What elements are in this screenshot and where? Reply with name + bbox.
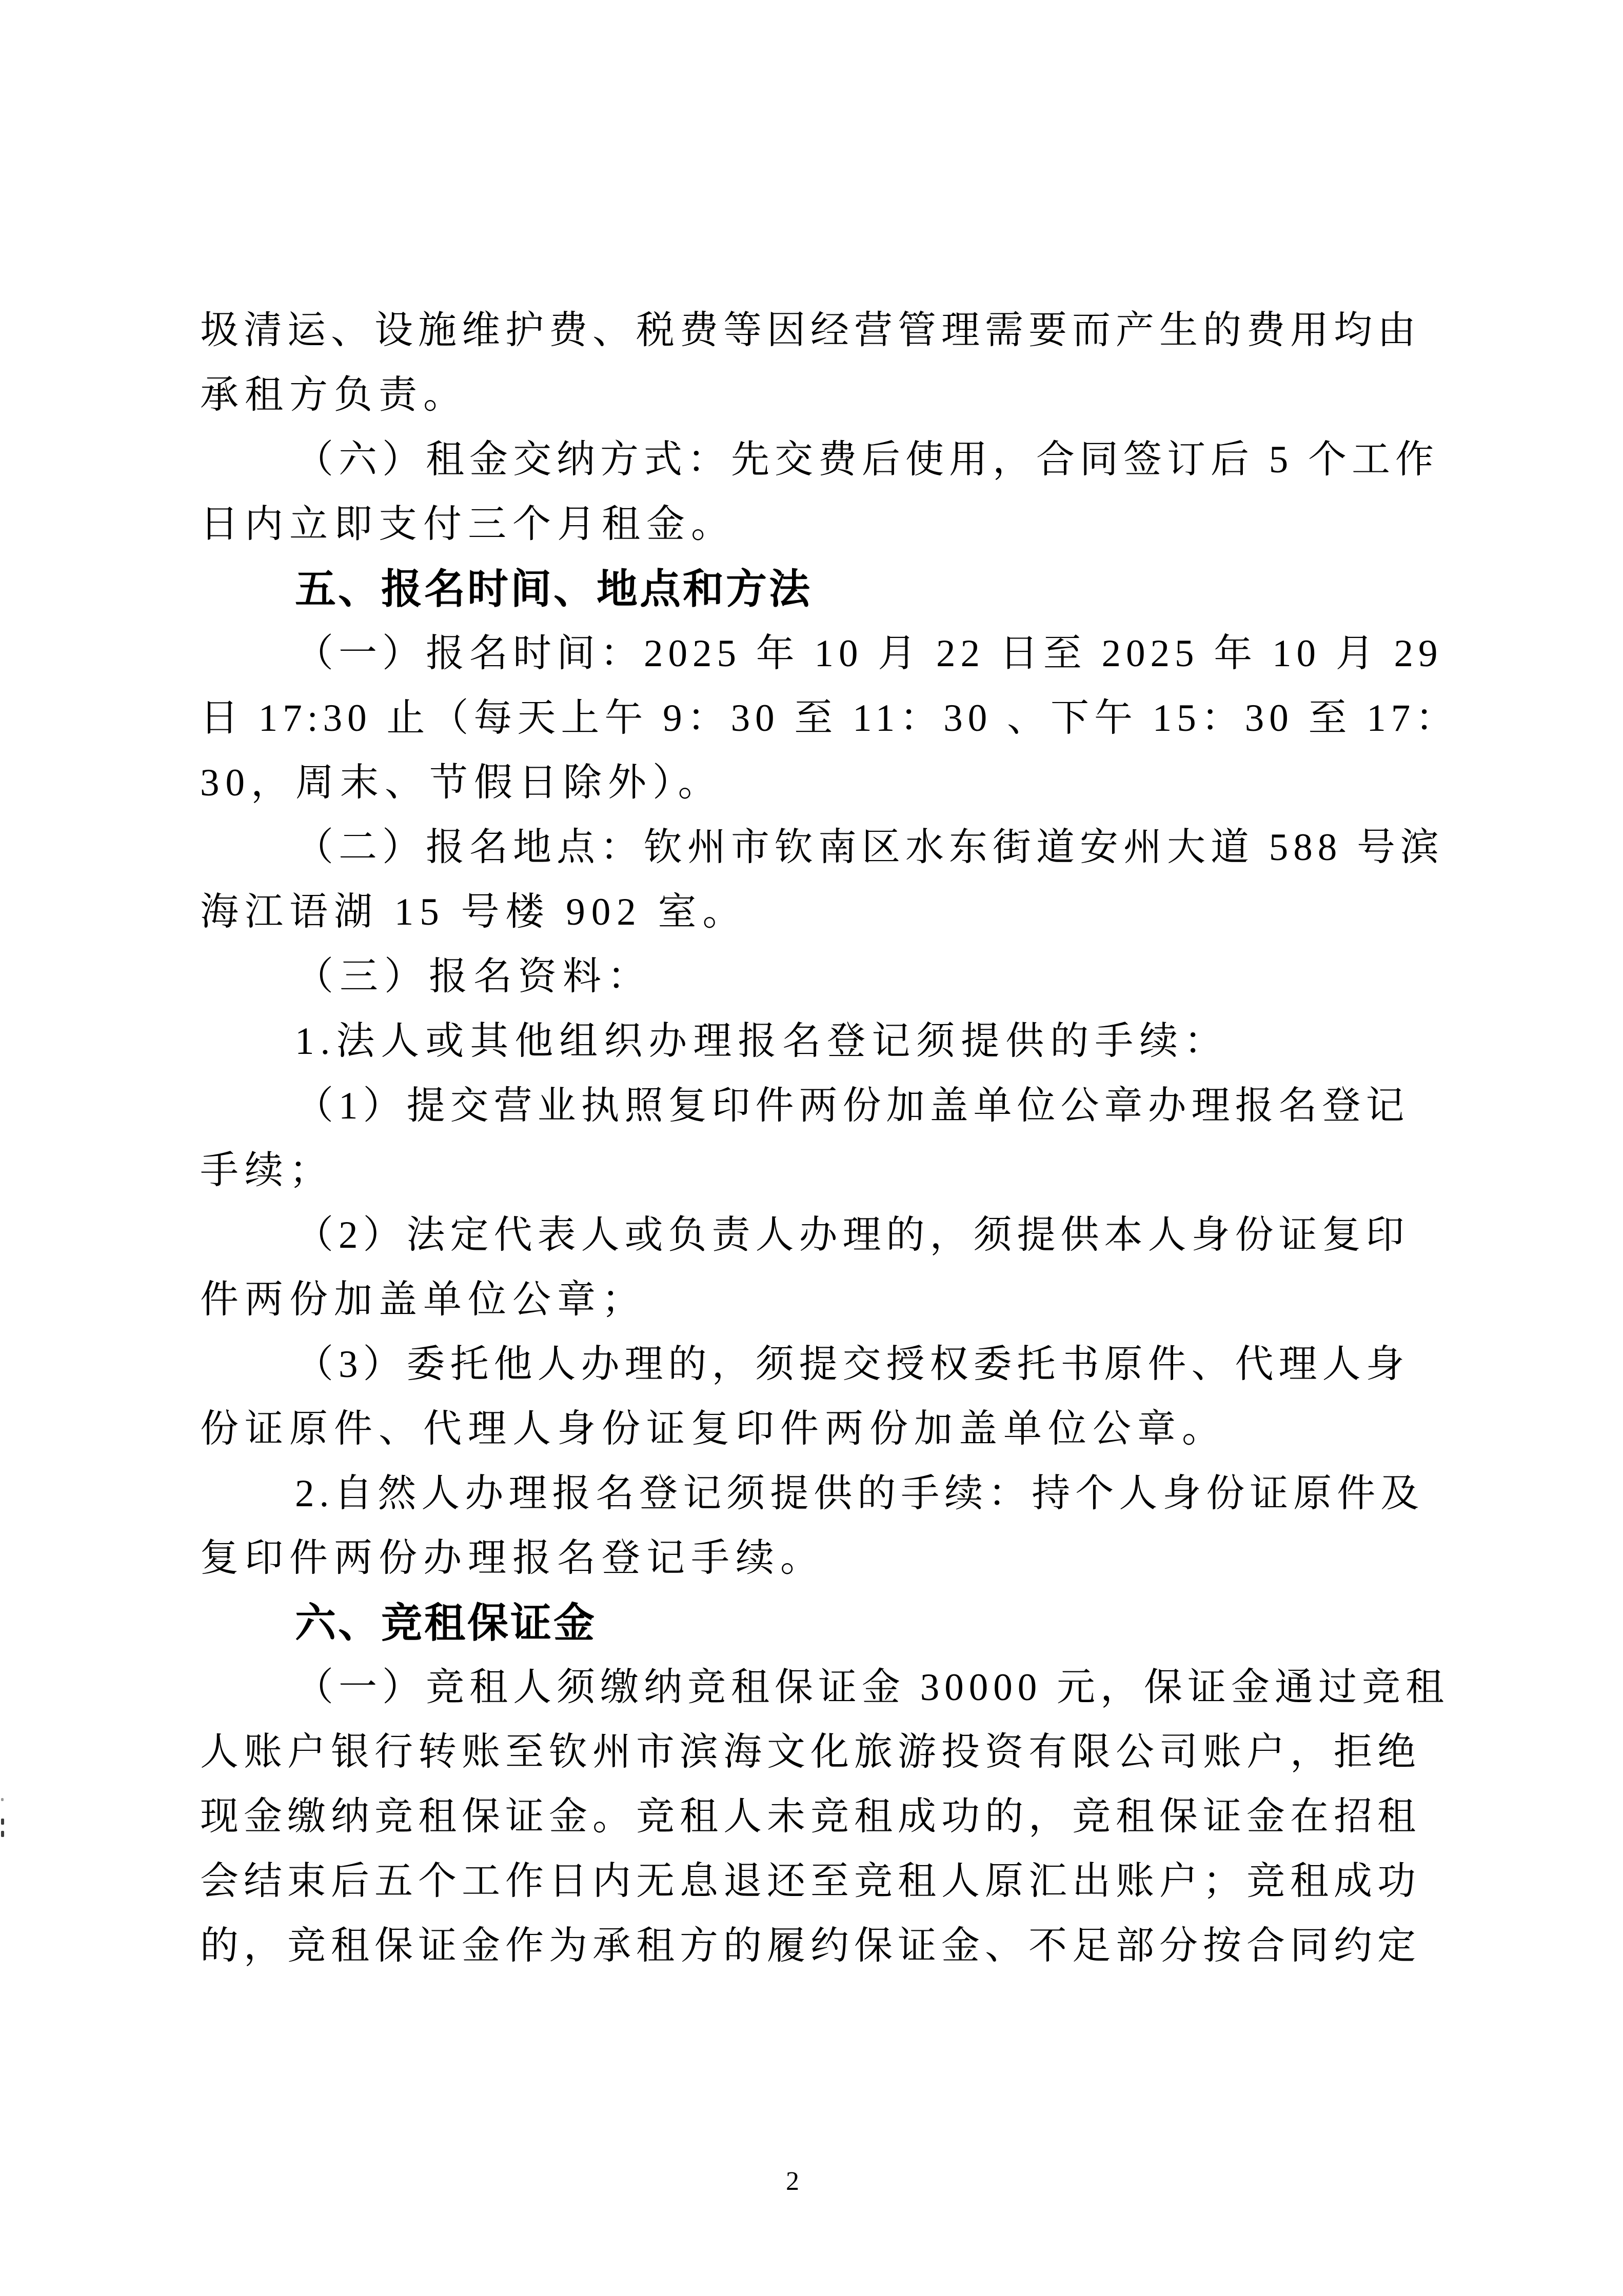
doc-line: 复印件两份办理报名登记手续。 [200,1537,825,1580]
doc-line: （二）报名地点：钦州市钦南区水东街道安州大道 588 号滨 [295,826,1444,869]
document-text-block [200,298,1459,1979]
doc-line: 件两份加盖单位公章； [200,1279,647,1321]
doc-line: 份证原件、代理人身份证复印件两份加盖单位公章。 [200,1408,1227,1450]
doc-line: 承租方负责。 [200,374,468,416]
doc-line: （2）法定代表人或负责人办理的，须提供本人身份证复印 [295,1214,1410,1256]
section-heading-6: 六、竞租保证金 [295,1600,597,1646]
doc-line: 人账户银行转账至钦州市滨海文化旅游投资有限公司账户，拒绝 [200,1731,1421,1773]
doc-line: （3）委托他人办理的，须提交授权委托书原件、代理人身 [295,1343,1410,1386]
doc-line: （三）报名资料： [295,955,652,998]
doc-line: 日内立即支付三个月租金。 [200,503,736,546]
doc-line: 手续； [200,1149,334,1192]
page-number: 2 [786,2167,799,2196]
doc-line: 的，竞租保证金作为承租方的履约保证金、不足部分按合同约定 [200,1925,1421,1967]
section-heading-5: 五、报名时间、地点和方法 [295,566,812,612]
doc-line: 会结束后五个工作日内无息退还至竞租人原汇出账户；竞租成功 [200,1860,1421,1903]
doc-line: （一）报名时间：2025 年 10 月 22 日至 2025 年 10 月 29 [295,632,1443,675]
doc-line: （六）租金交纳方式：先交费后使用，合同签订后 5 个工作 [295,438,1439,481]
doc-line: 2.自然人办理报名登记须提供的手续：持个人身份证原件及 [295,1472,1424,1515]
doc-line: 现金缴纳竞租保证金。竞租人未竞租成功的，竞租保证金在招租 [200,1795,1421,1838]
doc-line: 圾清运、设施维护费、税费等因经营管理需要而产生的费用均由 [200,309,1421,352]
doc-line: 海江语湖 15 号楼 902 室。 [200,891,747,933]
doc-line: 1.法人或其他组织办理报名登记须提供的手续： [295,1020,1229,1063]
doc-line: （1）提交营业执照复印件两份加盖单位公章办理报名登记 [295,1085,1410,1127]
doc-line: （一）竞租人须缴纳竞租保证金 30000 元，保证金通过竞租 [295,1666,1450,1709]
scan-speck [1,1831,4,1837]
doc-line: 30，周末、节假日除外）。 [200,762,723,804]
doc-line: 日 17:30 止（每天上午 9：30 至 11：30 、下午 15：30 至 17： [200,697,1459,740]
scan-speck [1,1819,4,1825]
scan-speck [1,1798,4,1801]
